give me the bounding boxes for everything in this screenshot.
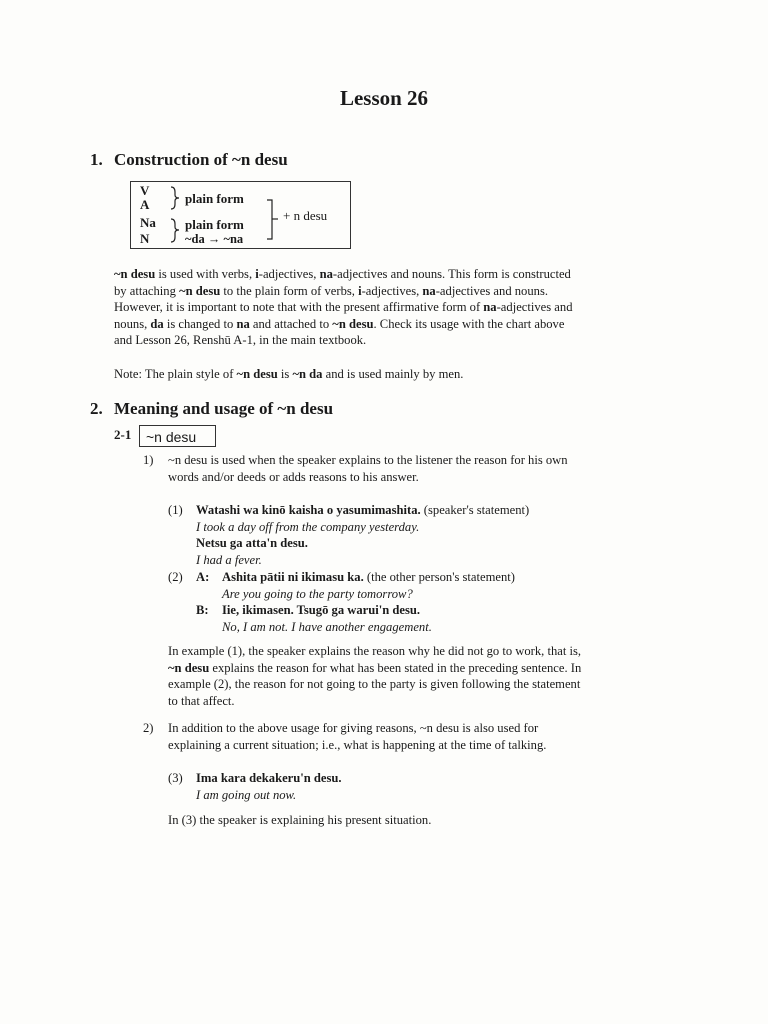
example-2-a-en: Are you going to the party tomorrow? [222,586,413,601]
section-1-title: Construction of ~n desu [114,150,288,169]
item-2-text: In addition to the above usage for giving reasons, ~n desu is also used for explaining a current situation; i.e., what is happening at the time of talking. [168,721,547,752]
bracket-nan [171,219,179,242]
para-line-5: and Lesson 26, Renshū A-1, in the main textbook. [114,333,367,348]
construction-chart [130,181,351,249]
example-3-en: I am going out now. [196,787,297,802]
example-1-en2: I had a fever. [196,552,262,567]
example-2-a [222,569,642,602]
para-line-3: However, it is important to note that with the present affirmative form of na-adjectives and [114,300,573,315]
section-2-heading [90,399,333,419]
item-1-text: ~n desu is used when the speaker explains to the listener the reason for his own words and/or deeds or adds reasons to his answer. [168,453,568,484]
subsection-number: 2-1 [114,427,132,442]
example-1-number: (1) [168,503,183,517]
para-line-4: nouns, da is changed to na and attached to ~n desu. Check its usage with the chart above [114,316,565,331]
chart-label-na: Na [140,215,156,230]
chart-label-n: N [140,231,150,246]
section-1-heading [90,150,288,170]
para-line-2: by attaching ~n desu to the plain form of verbs, i-adjectives, na-adjectives and nouns. [114,283,548,298]
construction-paragraph [114,266,634,349]
bracket-combined [267,200,272,239]
example-1 [196,502,636,568]
subsection-box: ~n desu [139,425,216,447]
example-3-jp: Ima kara dekakeru'n desu. [196,771,342,785]
example-2-number: (2) [168,570,183,584]
example-3-number: (3) [168,771,183,785]
chart-label-a: A [140,197,150,212]
para-line-1: ~n desu is used with verbs, i-adjectives, na-adjectives and nouns. This form is constructed [114,267,571,281]
example-1-jp2: Netsu ga atta'n desu. [196,536,308,551]
example-2-a-jp: Ashita pātii ni ikimasu ka. (the other person's statement) [222,570,515,584]
item-1-number: 1) [143,453,154,467]
example-2-b-jp: Iie, ikimasen. Tsugō ga warui'n desu. [222,603,421,617]
examples-explanation: In example (1), the speaker explains the reason why he did not go to work, that is, ~n desu explains the reason for what has been stated in the preceding sentence. In example (2), the reason for not going to the party is given following the statement to that affect. [168,644,582,708]
chart-plus-n-desu: + n desu [283,208,328,223]
section-1-number: 1. [90,150,103,169]
item-2-number: 2) [143,721,154,735]
example-1-en1: I took a day off from the company yesterday. [196,519,420,534]
bracket-va [171,187,179,209]
example-1-jp1: Watashi wa kinō kaisha o yasumimashita. (speaker's statement) [196,503,530,517]
chart-da-to-na: ~da → ~na [185,232,244,246]
note: Note: The plain style of ~n desu is ~n da and is used mainly by men. [114,367,464,381]
page-title: Lesson 26 [339,86,429,110]
example-3 [196,770,616,803]
example-2-b-label: B: [196,603,209,617]
example-2-b-en: No, I am not. I have another engagement. [222,619,432,634]
example-2-a-label: A: [196,570,210,584]
section-2-title: Meaning and usage of ~n desu [114,399,334,418]
example-2-b [222,602,642,635]
example-3-explanation: In (3) the speaker is explaining his present situation. [168,813,432,827]
section-2-number: 2. [90,399,103,418]
chart-label-v: V [140,183,150,198]
chart-plain-form-2: plain form [185,217,244,232]
chart-plain-form-1: plain form [185,191,244,206]
